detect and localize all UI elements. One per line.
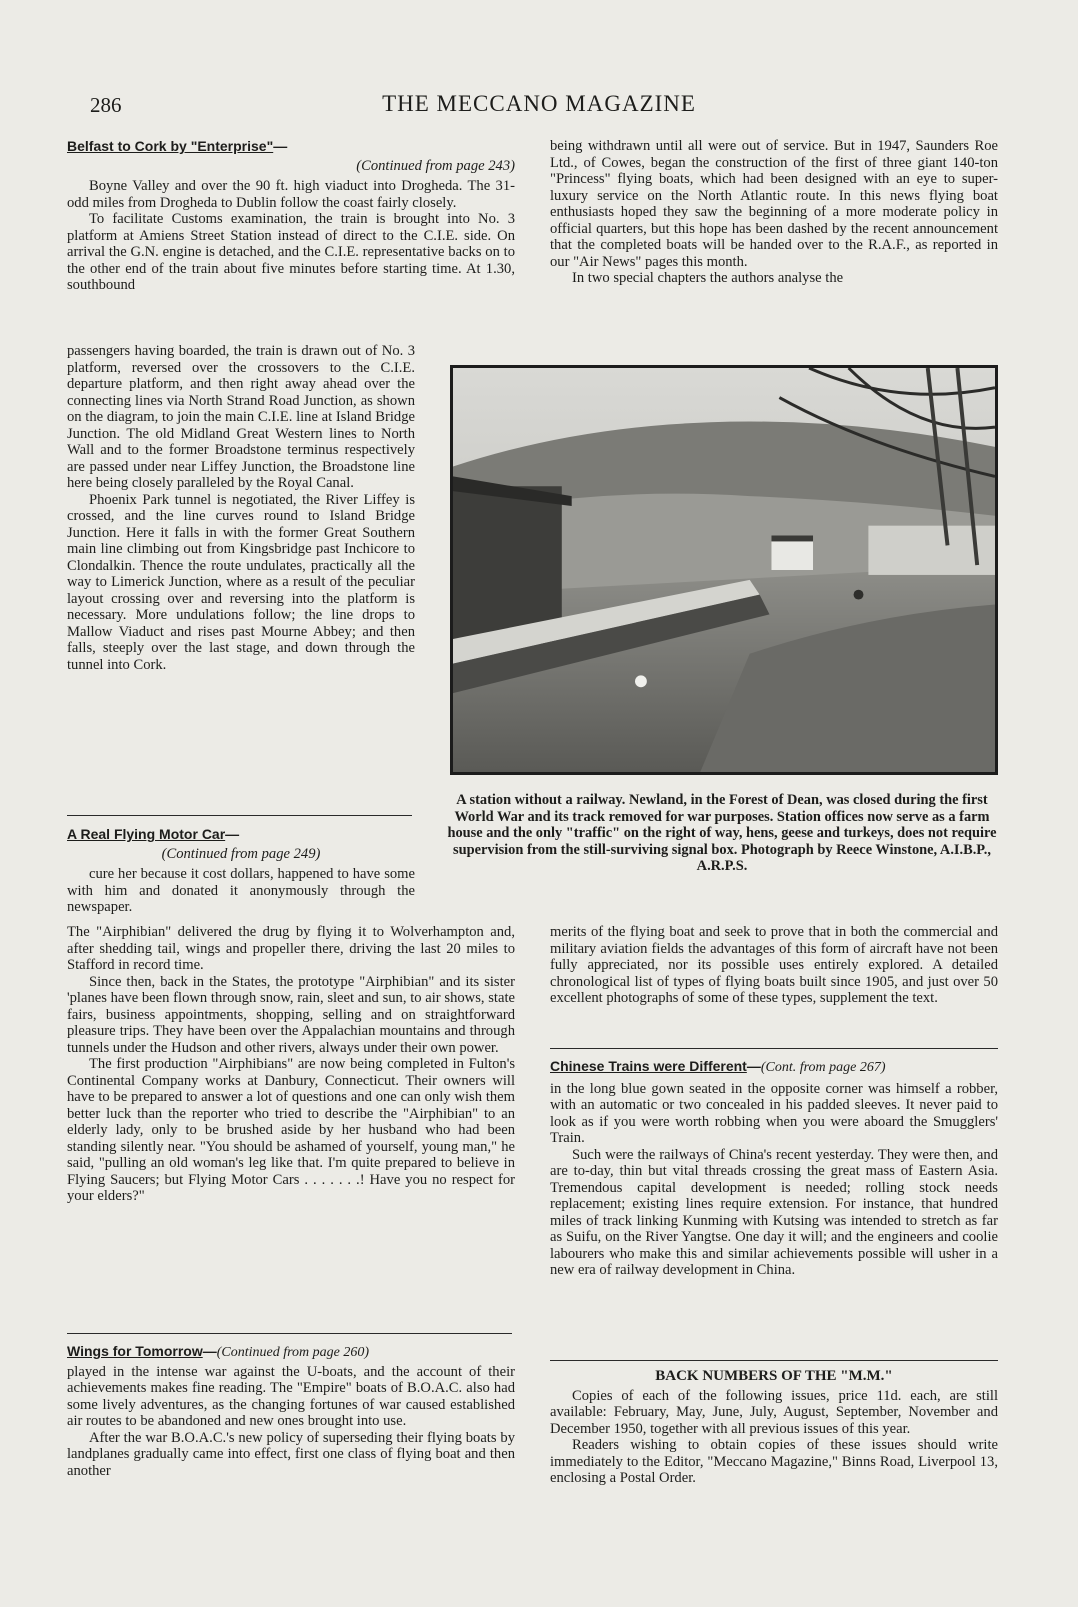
chinese-article <box>550 1058 998 1279</box>
divider-chinese <box>550 1360 998 1361</box>
back-numbers-paragraph-2: Readers wishing to obtain copies of these issues should write immediately to the Editor, "Meccano Magazine," Binns Road, Liverpool 13, enclosing a Postal Order. <box>550 1437 998 1486</box>
flying-car-article-wide <box>67 924 515 1205</box>
flying-car-paragraph-1a: cure her because it cost dollars, happened to have some with him and donated it anonymously through the newspaper. <box>67 866 415 915</box>
belfast-continued: (Continued from page 243) <box>356 157 515 174</box>
flying-car-continued: (Continued from page 249) <box>161 845 321 862</box>
chinese-dash: — <box>746 1058 761 1074</box>
wings-paragraph-2: After the war B.O.A.C.'s new policy of superseding their flying boats by landplanes gradually came into effect, first one class of flying boat and then another <box>67 1429 515 1479</box>
belfast-article-continued <box>67 343 415 673</box>
divider-flying-car <box>67 1333 512 1334</box>
flying-car-dash: — <box>225 826 240 842</box>
wings-article <box>67 1343 515 1479</box>
flying-car-article <box>67 826 415 916</box>
flying-car-paragraph-1b: The "Airphibian" delivered the drug by flying it to Wolverhampton and, after shedding tail, wings and propeller there, driving the last 20 miles to Stafford in record time. <box>67 924 515 973</box>
wings-article-right <box>550 138 998 287</box>
chinese-paragraph-1: in the long blue gown seated in the opposite corner was himself a robber, with an automatic or two concealed in his padded sleeves. It never paid to look as if you were worth robbing when you were aboard the Smugglers' Train. <box>550 1080 998 1146</box>
back-numbers-notice <box>550 1368 998 1487</box>
flying-car-paragraph-2: Since then, back in the States, the prototype "Airphibian" and its sister 'planes have been flown through snow, rain, sleet and sun, to air shows, state fairs, business appointments, shopping, selling and on straightforward pleasure trips. They have been over the Appalachian mountains and through tunnels under the Hudson and other rivers, always under their own power. <box>67 973 515 1056</box>
wings-article-conclusion <box>550 924 998 1007</box>
back-numbers-title: BACK NUMBERS OF THE "M.M." <box>655 1368 893 1384</box>
chinese-continued: (Cont. from page 267) <box>760 1060 886 1075</box>
chinese-heading <box>550 1058 998 1077</box>
back-numbers-paragraph-1: Copies of each of the following issues, price 11d. each, are still available: February, May, June, July, August, September, November and December 1950, together with all previous issues of this year. <box>550 1387 998 1437</box>
belfast-dash: — <box>273 138 288 154</box>
chinese-paragraph-2: Such were the railways of China's recent yesterday. They were then, and are to-day, thin but vital threads crossing the great mass of Eastern Asia. Tremendous capital development is needed; rolling stock needs replacement; existing lines require extension. For instance, that hundred miles of track linking Kunming with Kutsing was intended to stretch as far as Suifu, on the River Yangtse. One day it will; and the engineers and coolie labourers who make this and similar achievements possible will usher in a new era of railway development in China. <box>550 1146 998 1278</box>
wings-dash: — <box>202 1343 217 1359</box>
wings-paragraph-3: In two special chapters the authors analyse the <box>572 270 844 286</box>
belfast-paragraph-1: Boyne Valley and over the 90 ft. high viaduct into Drogheda. The 31-odd miles from Drogheda to Dublin follow the coast fairly closely. <box>67 178 515 211</box>
station-photo-illustration <box>453 368 995 772</box>
flying-car-paragraph-3: The first production "Airphibians" are now being completed in Fulton's Continental Company works at Danbury, Connecticut. Their owners will have to be prepared to answer a lot of questions and one can only wish them better luck than the reporter who tried to describe the "Airphibian" to an elderly lady, only to be brushed aside by her husband who had been standing silently near. "You should be ashamed of yourself, young man," he said, "pulling an old woman's leg like that. I'm quite prepared to believe in Flying Saucers; but Flying Motor Cars . . . . . . .! Have you no respect for your elders?" <box>67 1056 515 1204</box>
belfast-title: Belfast to Cork by "Enterprise" <box>67 138 274 154</box>
flying-car-heading <box>67 826 415 843</box>
flying-car-title: A Real Flying Motor Car <box>67 826 226 842</box>
divider-belfast <box>67 815 412 816</box>
belfast-article <box>67 138 515 294</box>
divider-wings <box>550 1048 998 1049</box>
wings-continued: (Continued from page 260) <box>216 1345 370 1360</box>
magazine-title: THE MECCANO MAGAZINE <box>382 91 696 116</box>
wings-paragraph-3b: merits of the flying boat and seek to prove that in both the commercial and military aviation fields the advantages of this form of aircraft have not been fully appreciated, nor its possible uses entirely explored. A detailed chronological list of types of flying boats built since 1905, and just over 50 excellent photographs of some of these types, supplement the text. <box>550 924 998 1006</box>
photo-caption: A station without a railway. Newland, in the Forest of Dean, was closed during the first World War and its track removed for war purposes. Station offices now serve as a farm house and the only "traffic" on the right of way, hens, geese and turkeys, does not require supervision from the still-surviving signal box. Photograph by Reece Winstone, A.I.B.P., A.R.P.S. <box>447 792 997 875</box>
wings-title: Wings for Tomorrow <box>67 1343 203 1359</box>
belfast-heading <box>67 138 515 155</box>
page-number: 286 <box>90 93 122 117</box>
wings-paragraph-1: played in the intense war against the U-boats, and the account of their achievements makes fine reading. The "Empire" boats of B.O.A.C. also had some lively adventures, as the changing fortunes of war caused established air routes to be abandoned and new ones brought into use. <box>67 1363 515 1429</box>
wings-heading <box>67 1343 515 1362</box>
belfast-paragraph-2: To facilitate Customs examination, the train is brought into No. 3 platform at Amiens Street Station instead of direct to the C.I.E. side. On arrival the G.N. engine is detached, and the C.I.E. representative backs on to the other end of the train about five minutes before starting time. At 1.30, southbound <box>67 211 515 293</box>
belfast-paragraph-3: Phoenix Park tunnel is negotiated, the River Liffey is crossed, and the line curves round to Island Bridge Junction. Here it falls in with the former Great Southern main line climbing out from Kingsbridge past Inchicore to Clondalkin. Thence the route undulates, practically all the way to Limerick Junction, where as a result of the peculiar layout crossing over and reversing into the platform is necessary. More undulations follow; the line drops to Mallow Viaduct and rises past Mourne Abbey; and then falls, steeply over the last stage, and down through the tunnel into Cork. <box>67 491 415 673</box>
wings-paragraph-2b: being withdrawn until all were out of service. But in 1947, Saunders Roe Ltd., of Cowes, began the construction of the first of three giant 140-ton "Princess" flying boats, which had been designed with an eye to super-luxury service on the North Atlantic route. In this news flying boat enthusiasts hoped they saw the beginning of a more moderate policy in official quarters, but this hope has been dashed by the recent announcement that the completed boats will be handed over to the R.A.F., as reported in our "Air News" pages this month. <box>550 138 998 270</box>
station-photograph <box>450 365 998 775</box>
belfast-paragraph-2b: passengers having boarded, the train is drawn out of No. 3 platform, reversed over the crossovers to the C.I.E. departure platform, and then right away ahead over the connecting lines via North Strand Road Junction, as shown on the diagram, to join the main C.I.E. line at Island Bridge Junction. The old Midland Great Western lines to North Wall and to the former Broadstone terminus respectively are passed under near Liffey Junction, the Broadstone line here being closely paralleled by the Royal Canal. <box>67 343 415 491</box>
chinese-title: Chinese Trains were Different <box>550 1058 747 1074</box>
